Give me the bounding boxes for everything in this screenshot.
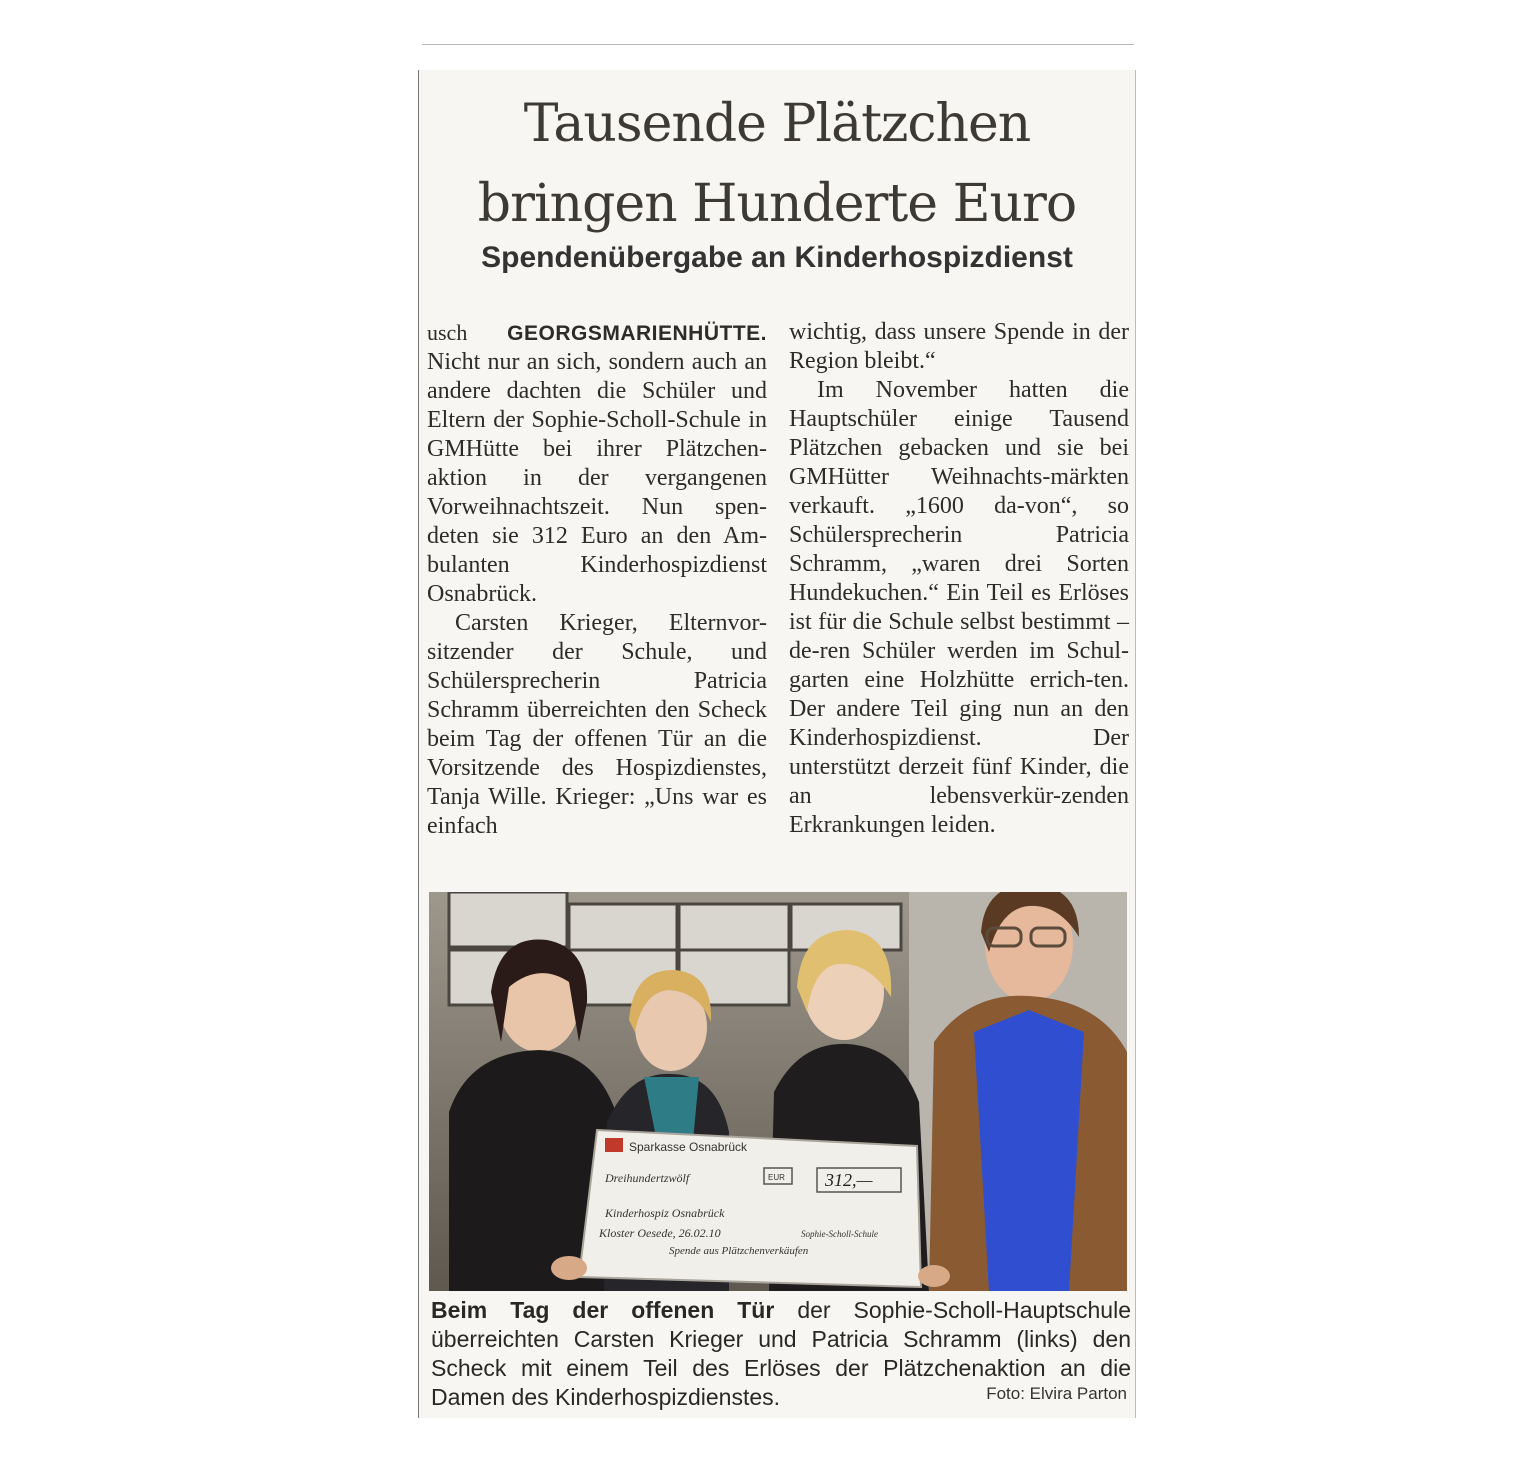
article-photo [429,892,1127,1291]
author-byline: usch [427,320,468,345]
check-amount-words: Dreihundertzwölf [605,1171,690,1185]
dateline: GEORGSMARIENHÜTTE. [507,322,767,345]
scan-top-edge [422,44,1134,45]
check-currency: EUR [768,1173,785,1182]
column-2-paragraph-1: wichtig, dass unsere Spende in der Region bleibt.“ [789,319,1129,374]
hand-left [551,1256,587,1280]
article-headline [419,84,1135,244]
check-signer: Sophie-Scholl-Schule [801,1229,878,1239]
donation-check [579,1130,921,1287]
paragraph-text: Nicht nur an sich, sondern auch an andere dachten die Schüler und Eltern der Sophie-Scholl-Schule in GMHütte bei ihrer Plätzchen-aktion in der vergangenen Vorweihnachtszeit. Nun spen-deten sie 312 Euro an den Am-bulanten Kinderhospizdienst Osnabrück. [427,349,767,607]
column-2-paragraph-2: Im November hatten die Hauptschüler einige Tausend Plätzchen gebacken und sie bei GMHütter Weihnachts-märkten verkauft. „1600 da-von“, so Schülersprecherin Patricia Schramm, „waren drei Sorten Hundekuchen.“ Ein Teil es Erlöses ist für die Schule selbst bestimmt – de-ren Schüler werden im Schul-garten eine Holzhütte errich-ten. Der andere Teil ging nun an den Kinderhospizdienst. Der unterstützt derzeit fünf Kinder, die an lebensverkür-zenden Erkrankungen leiden. [789,377,1129,838]
photo-credit: Foto: Elvira Parton [986,1384,1127,1403]
caption-lead: Beim Tag der offenen Tür [431,1297,775,1323]
column-1-paragraph-2: Carsten Krieger, Elternvor-sitzender der Schule, und Schülersprecherin Patricia Schramm überreichten den Scheck beim Tag der offenen Tür an die Vorsitzende des Hospizdienstes, Tanja Wille. Krieger: „Uns war es einfach [427,610,767,839]
hand-right [918,1265,950,1287]
check-purpose: Spende aus Plätzchenverkäufen [669,1245,809,1257]
photo-illustration [429,892,1127,1291]
check-payee: Kinderhospiz Osnabrück [605,1206,725,1220]
article-subheadline: Spendenübergabe an Kinderhospizdienst [481,241,1073,274]
check-amount: 312,— [825,1170,873,1190]
column-1-paragraph-1 [427,318,767,609]
article-column-1 [427,318,767,841]
article-column-2 [789,318,1129,840]
headline-line-1: Tausende Plätzchen [523,94,1031,154]
check-bank-text: Sparkasse Osnabrück [629,1140,748,1154]
check-place-date: Kloster Oesede, 26.02.10 [599,1226,721,1240]
caption-text: der Sophie-Scholl-Hauptschule überreichten Carsten Krieger und Patricia Schramm (links) den Scheck mit einem Teil des Erlöses der Plätzchenaktion an die Damen des Kinderhospizdienstes. [431,1297,1131,1410]
headline-line-2: bringen Hunderte Euro [477,174,1077,234]
newspaper-clipping [418,70,1136,1418]
